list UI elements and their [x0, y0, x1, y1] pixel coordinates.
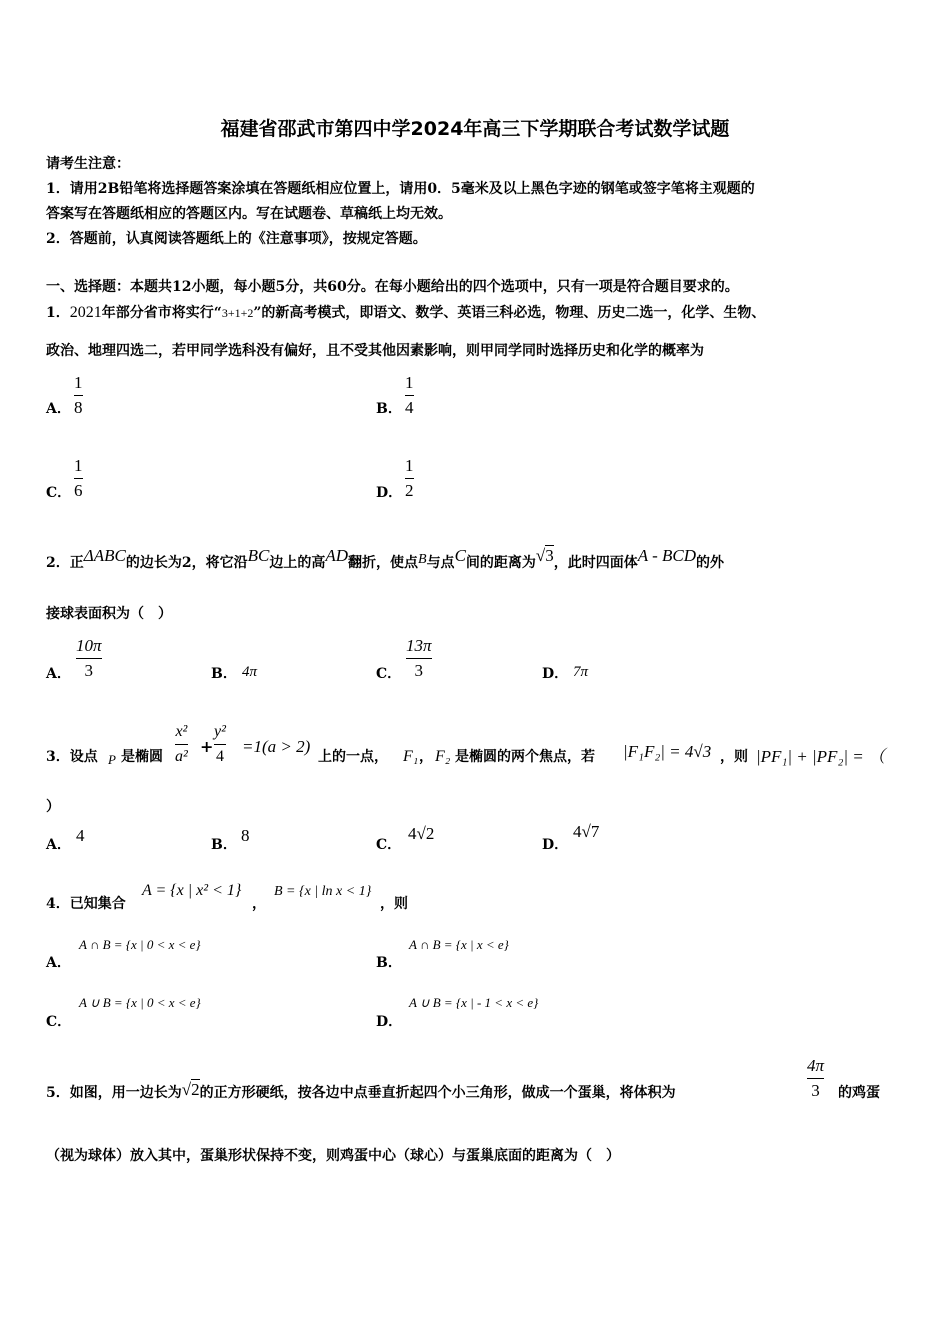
- q2-option-d-value: 7π: [573, 664, 589, 680]
- question-2-line2: 接球表面积为（ ）: [46, 606, 172, 622]
- q3-condition: |F₁F₂| = 4√3: [623, 742, 712, 761]
- q1-mode: 3+1+2: [221, 306, 254, 320]
- q2-text-5: 间的距离为: [465, 555, 536, 571]
- q4-option-a-label: A．: [46, 955, 71, 971]
- q3-option-a-label: A．: [46, 837, 71, 853]
- q1-option-a-fraction: 1 8: [74, 373, 83, 417]
- q3-plus: +: [200, 737, 214, 756]
- q4-option-a-value: A ∩ B = {x | 0 < x < e}: [79, 937, 201, 952]
- notice-line1a: 1．请用2B铅笔将选择题答案涂填在答题纸相应位置上，请用0．5毫米及以上黑色字迹的钢笔或签字笔将主观题的: [46, 181, 755, 197]
- q1-option-d-fraction: 1 2: [405, 456, 414, 500]
- q4-option-b-value: A ∩ B = {x | x < e}: [409, 937, 509, 952]
- q4-option-c-label: C．: [46, 1014, 72, 1030]
- q2-option-c-fraction: 13π 3: [406, 636, 432, 680]
- q3-text-4: ，则: [720, 749, 748, 765]
- q2-number: 2．正: [46, 555, 84, 571]
- question-1-line2: 政治、地理四选二，若甲同学选科没有偏好，且不受其他因素影响，则甲同学同时选择历史和化学的概率为: [46, 343, 704, 359]
- q2-text-1: 的边长为2，将它沿: [125, 555, 248, 571]
- q2-text-4: 与点: [426, 555, 455, 571]
- q3-option-c-label: C．: [376, 837, 402, 853]
- q2-ad: AD: [325, 546, 348, 565]
- q5-volume-fraction: 4π 3: [807, 1056, 825, 1100]
- q4-option-d-value: A ∪ B = {x | - 1 < x < e}: [409, 995, 539, 1010]
- q1-option-c-label: C．: [46, 485, 72, 501]
- q2-option-b-label: B．: [211, 666, 237, 682]
- q2-option-a-fraction: 10π 3: [76, 636, 102, 680]
- question-5-line2: （视为球体）放入其中，蛋巢形状保持不变，则鸡蛋中心（球心）与蛋巢底面的距离为（ ）: [46, 1148, 620, 1164]
- q2-option-b-value: 4π: [242, 664, 258, 680]
- question-2-line1: 2．正ΔABC的边长为2，将它沿BC边上的高AD翻折，使点B与点C间的距离为√3，此时四面体A - BCD的外: [46, 546, 724, 571]
- q1-option-d-label: D．: [376, 485, 403, 501]
- notice-line2: 2．答题前，认真阅读答题纸上的《注意事项》，按规定答题。: [46, 231, 427, 247]
- q3-option-a-value: 4: [76, 826, 85, 845]
- q5-text-1: 的正方形硬纸，按各边中点垂直折起四个小三角形，做成一个蛋巢，将体积为: [199, 1085, 676, 1101]
- q2-root: 3: [545, 546, 554, 565]
- q3-focus-1: F₁: [403, 748, 419, 765]
- q2-text-6: ，此时四面体: [553, 555, 638, 571]
- q2-option-d-label: D．: [542, 666, 569, 682]
- q2-point-c: C: [454, 546, 466, 565]
- q2-option-c-label: C．: [376, 666, 402, 682]
- q2-triangle: ΔABC: [83, 546, 126, 565]
- q2-text-2: 边上的高: [269, 555, 326, 571]
- q1-text-2: ”的新高考模式，即语文、数学、英语三科必选，物理、历史二选一，化学、生物、: [253, 305, 766, 321]
- q1-number: 1．: [46, 305, 70, 321]
- section-heading: 一、选择题：本题共12小题，每小题5分，共60分。在每小题给出的四个选项中，只有一项是符合题目要求的。: [46, 279, 739, 295]
- q2-point-b: B: [418, 552, 427, 567]
- q1-option-b-label: B．: [376, 401, 402, 417]
- q4-option-c-value: A ∪ B = {x | 0 < x < e}: [79, 995, 201, 1010]
- q4-comma: ，: [252, 896, 266, 912]
- q4-option-b-label: B．: [376, 955, 402, 971]
- q3-option-d-label: D．: [542, 837, 569, 853]
- q3-number: 3．设点: [46, 749, 98, 765]
- q2-tetrahedron: A - BCD: [637, 546, 696, 565]
- q3-option-b-label: B．: [211, 837, 237, 853]
- q3-text-3: 是椭圆的两个焦点，若: [455, 749, 595, 765]
- question-1-line1: [46, 302, 765, 322]
- q1-text-1: 年部分省市将实行“: [101, 305, 222, 321]
- question-5-line1: 5．如图，用一边长为√2的正方形硬纸，按各边中点垂直折起四个小三角形，做成一个蛋巢，将体积为: [46, 1080, 676, 1101]
- q4-text-1: ，则: [380, 896, 408, 912]
- q2-text-7: 的外: [696, 555, 724, 571]
- q5-number: 5．如图，用一边长为: [46, 1085, 182, 1101]
- q1-option-b-fraction: 1 4: [405, 373, 414, 417]
- q2-text-3: 翻折，使点: [348, 555, 418, 571]
- q1-year: 2021: [69, 304, 102, 321]
- q4-option-d-label: D．: [376, 1014, 403, 1030]
- q3-close: ）: [46, 799, 60, 815]
- q4-set-a: A = {x | x² < 1}: [142, 882, 242, 899]
- q3-option-d-value: 4√7: [573, 822, 600, 841]
- q3-fraction-y: y² 4: [214, 723, 226, 765]
- q3-text-2: 上的一点，: [318, 749, 388, 765]
- q4-number: 4．已知集合: [46, 896, 126, 912]
- q1-option-a-label: A．: [46, 401, 71, 417]
- notice-line1b: 答案写在答题纸相应的答题区内。写在试题卷、草稿纸上均无效。: [46, 206, 452, 222]
- q2-bc: BC: [247, 546, 270, 565]
- q4-set-b: B = {x | ln x < 1}: [274, 884, 372, 899]
- q3-point-p: P: [108, 752, 116, 767]
- q1-option-c-fraction: 1 6: [74, 456, 83, 500]
- q5-text-2: 的鸡蛋: [838, 1085, 880, 1101]
- page-title: 福建省邵武市第四中学2024年高三下学期联合考试数学试题: [220, 118, 730, 140]
- q3-fraction-x: x² a²: [175, 723, 188, 765]
- q3-equation: =1(a > 2): [242, 737, 311, 756]
- notice-heading: 请考生注意：: [46, 156, 130, 172]
- q3-text-1: 是椭圆: [121, 749, 163, 765]
- q5-root: 2: [191, 1080, 200, 1099]
- q3-comma: ，: [419, 749, 433, 765]
- q3-option-c-value: 4√2: [408, 824, 435, 843]
- q3-option-b-value: 8: [241, 826, 250, 845]
- q2-option-a-label: A．: [46, 666, 71, 682]
- q3-question: |PF₁| + |PF₂| = （: [756, 747, 885, 766]
- q3-focus-2: F₂: [435, 748, 451, 765]
